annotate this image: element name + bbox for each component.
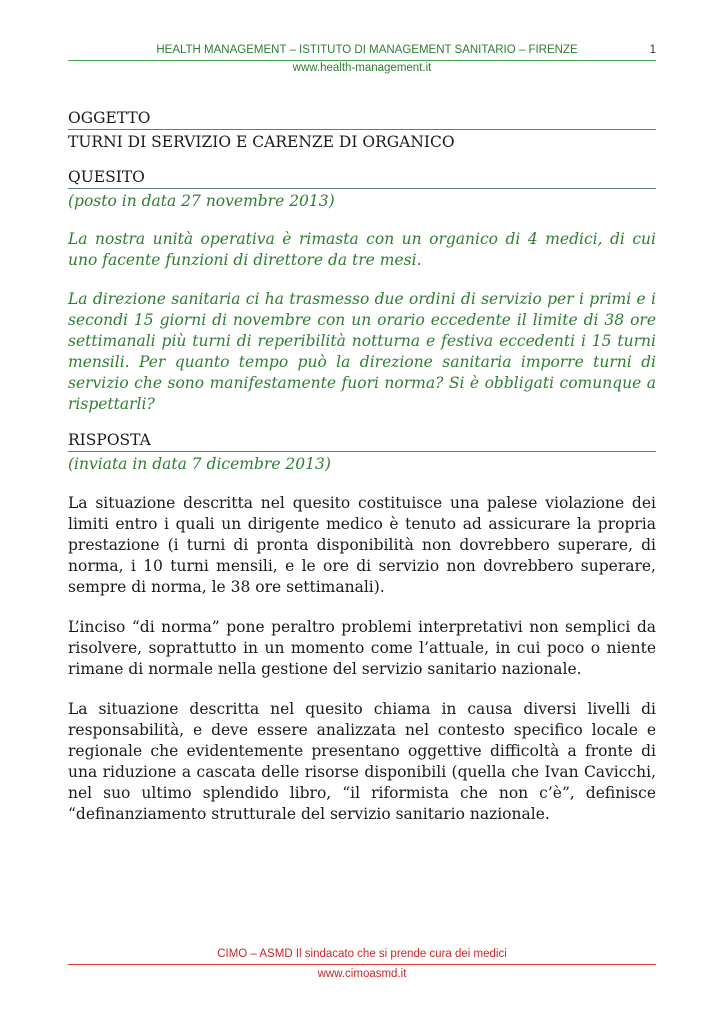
quesito-date: (posto in data 27 novembre 2013) — [68, 192, 335, 210]
header-rule — [68, 60, 656, 61]
oggetto-heading: OGGETTO — [68, 108, 656, 130]
page-header — [68, 44, 656, 56]
risposta-date: (inviata in data 7 dicembre 2013) — [68, 455, 331, 473]
header-url: www.health-management.it — [292, 62, 432, 74]
footer-text: CIMO – ASMD Il sindacato che si prende cura dei medici — [217, 948, 507, 960]
footer-url: www.cimoasmd.it — [317, 968, 407, 980]
footer-rule — [68, 964, 656, 965]
quesito-heading: QUESITO — [68, 167, 656, 189]
quesito-paragraph: La direzione sanitaria ci ha trasmesso due ordini di servizio per i primi e i secondi 15 giorni di novembre con un orario eccedente il limite di 38 ore settimanali più turni di reperibilità notturna e festiva eccedenti i 15 turni mensili. Per quanto tempo può la direzione sanitaria imporre turni di servizio che sono manifestamente fuori norma? Si è obbligati comunque a rispettarli? — [68, 290, 656, 413]
risposta-paragraph: La situazione descritta nel quesito costituisce una palese violazione dei limiti entro i quali un dirigente medico è tenuto ad assicurare la propria prestazione (i turni di pronta disponibilità non dovrebbero superare, di norma, i 10 turni mensili, e le ore di servizio non dovrebbero superare, sempre di norma, le 38 ore settimanali). — [68, 494, 656, 596]
oggetto-text: TURNI DI SERVIZIO E CARENZE DI ORGANICO — [68, 133, 455, 151]
risposta-paragraph: L’inciso “di norma” pone peraltro problemi interpretativi non semplici da risolvere, soprattutto in un momento come l’attuale, in cui poco o niente rimane di normale nella gestione del servizio sanitario nazionale. — [68, 618, 656, 678]
risposta-heading: RISPOSTA — [68, 430, 656, 452]
risposta-paragraph: La situazione descritta nel quesito chiama in causa diversi livelli di responsabilità, e deve essere analizzata nel contesto specifico locale e regionale che evidentemente presentano oggettive difficoltà a fronte di una riduzione a cascata delle risorse disponibili (quella che Ivan Cavicchi, nel suo ultimo splendido libro, “il riformista che non c’è”, definisce “definanziamento strutturale del servizio sanitario nazionale. — [68, 700, 656, 823]
page-number: 1 — [649, 44, 656, 56]
header-title: HEALTH MANAGEMENT – ISTITUTO DI MANAGEMENT SANITARIO – FIRENZE — [156, 44, 578, 56]
quesito-paragraph: La nostra unità operativa è rimasta con un organico di 4 medici, di cui uno facente funzioni di direttore da tre mesi. — [68, 230, 656, 269]
document-body — [68, 108, 656, 825]
